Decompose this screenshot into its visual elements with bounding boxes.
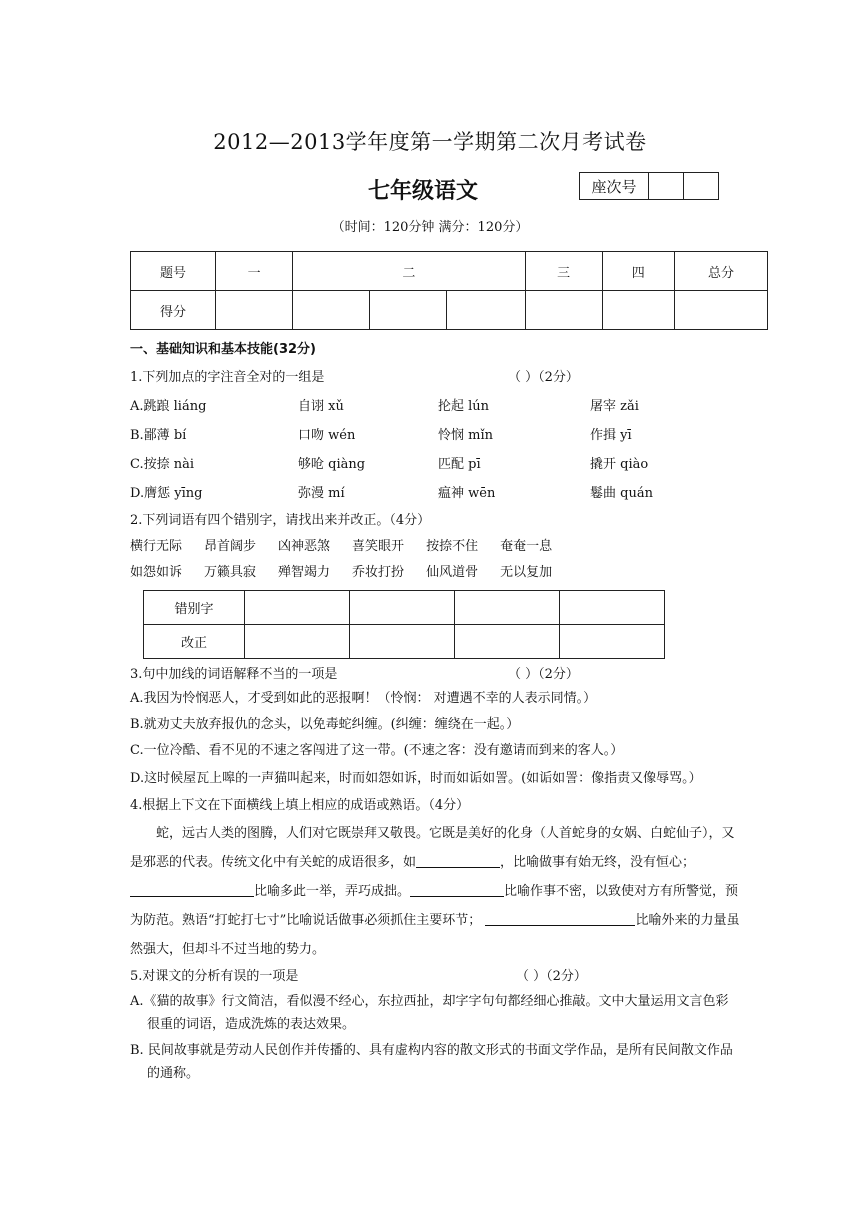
option-item: 撬开 qiào bbox=[590, 457, 649, 472]
word-item: 如怨如诉 bbox=[130, 565, 183, 580]
answer-parenthesis: （ ）（2分） bbox=[508, 370, 579, 385]
question-stem-text: 3.句中加线的词语解释不当的一项是 bbox=[130, 667, 338, 682]
option-item: 自诩 xǔ bbox=[298, 399, 344, 414]
exam-title: 2012—2013学年度第一学期第二次月考试卷 bbox=[213, 130, 647, 154]
score-cell[interactable] bbox=[370, 291, 447, 330]
passage-text: 比喻多此一举，弄巧成拙。 bbox=[254, 884, 411, 899]
exam-content bbox=[130, 337, 740, 1085]
subject-title: 七年级语文 bbox=[368, 179, 479, 204]
passage-text: 蛇，远古人类的图腾，人们对它既崇拜又敬畏。它既是美好的化身（人首蛇身的女娲、白蛇仙子），又是邪恶的代表。传统文化中有关蛇的成语很多，如 bbox=[130, 826, 735, 870]
word-item: 万籁具寂 bbox=[204, 565, 257, 580]
question-1-option-row bbox=[130, 421, 740, 450]
score-row bbox=[131, 291, 768, 330]
correction-cell[interactable] bbox=[350, 591, 455, 625]
option-item: B.鄙薄 bí bbox=[130, 428, 187, 443]
option-item: 作揖 yī bbox=[590, 428, 632, 443]
word-item: 乔妆打扮 bbox=[352, 565, 405, 580]
word-item: 凶神恶煞 bbox=[278, 539, 331, 554]
seat-number-cell[interactable] bbox=[684, 173, 719, 200]
option-item: 屠宰 zǎi bbox=[590, 399, 639, 414]
answer-blank[interactable] bbox=[410, 881, 504, 897]
option-item: 弥漫 mí bbox=[298, 486, 345, 501]
word-item: 昂首阔步 bbox=[204, 539, 257, 554]
word-item: 按捺不住 bbox=[426, 539, 479, 554]
question-3-option: B.就劝丈夫放弃报仇的念头，以免毒蛇纠缠。(纠缠：缠绕在一起。） bbox=[130, 717, 520, 732]
word-item: 殚智竭力 bbox=[278, 565, 331, 580]
question-3-stem bbox=[130, 663, 740, 686]
score-header-cell: 四 bbox=[602, 252, 674, 291]
option-item: 匹配 pī bbox=[438, 457, 481, 472]
correction-cell[interactable] bbox=[560, 591, 665, 625]
correction-cell[interactable] bbox=[245, 625, 350, 659]
correction-table bbox=[143, 590, 665, 659]
question-1-option-row bbox=[130, 450, 740, 479]
score-header-cell: 二 bbox=[293, 252, 525, 291]
word-item: 无以复加 bbox=[500, 565, 553, 580]
answer-blank[interactable] bbox=[485, 910, 635, 926]
question-1-option-row bbox=[130, 392, 740, 421]
score-cell[interactable] bbox=[293, 291, 370, 330]
word-item: 奄奄一息 bbox=[500, 539, 553, 554]
question-1-stem bbox=[130, 363, 740, 392]
answer-blank[interactable] bbox=[416, 852, 500, 868]
question-5-option: A.《猫的故事》行文简洁，看似漫不经心，东拉西扯，却字字句句都经细心推敲。文中大量运用文言色彩很重的词语，造成洗炼的表达效果。 bbox=[130, 994, 729, 1032]
option-item: 够呛 qiàng bbox=[298, 457, 366, 472]
option-item: C.按捺 nài bbox=[130, 457, 195, 472]
score-row-label: 得分 bbox=[131, 291, 216, 330]
question-5-option: B. 民间故事就是劳动人民创作并传播的、具有虚构内容的散文形式的书面文学作品，是所有民间散文作品的通称。 bbox=[130, 1043, 733, 1081]
option-item: 怜悯 mǐn bbox=[438, 428, 493, 443]
option-item: A.跳踉 liáng bbox=[130, 399, 207, 414]
correction-cell[interactable] bbox=[560, 625, 665, 659]
passage-text: ，比喻做事有始无终，没有恒心； bbox=[500, 855, 696, 870]
correction-label: 改正 bbox=[144, 625, 245, 659]
question-4-stem: 4.根据上下文在下面横线上填上相应的成语或熟语。（4分） bbox=[130, 798, 470, 813]
score-header-cell: 题号 bbox=[131, 252, 216, 291]
score-cell[interactable] bbox=[216, 291, 293, 330]
question-2-words-row bbox=[130, 534, 740, 560]
score-header-row bbox=[131, 252, 768, 291]
score-header-cell: 三 bbox=[525, 252, 602, 291]
answer-parenthesis: （ ）（2分） bbox=[516, 969, 587, 984]
option-item: 口吻 wén bbox=[298, 428, 356, 443]
option-item: D.膺惩 yīng bbox=[130, 486, 203, 501]
question-3-option: C.一位冷酷、看不见的不速之客闯进了这一带。(不速之客：没有邀请而到来的客人。） bbox=[130, 743, 624, 758]
answer-blank[interactable] bbox=[130, 881, 254, 897]
score-header-cell: 一 bbox=[216, 252, 293, 291]
question-stem-text: 1.下列加点的字注音全对的一组是 bbox=[130, 370, 325, 385]
score-cell[interactable] bbox=[447, 291, 525, 330]
question-stem-text: 5.对课文的分析有误的一项是 bbox=[130, 969, 299, 984]
seat-number-label: 座次号 bbox=[580, 173, 649, 200]
option-item: 鬈曲 quán bbox=[590, 486, 653, 501]
question-2-stem: 2.下列词语有四个错别字，请找出来并改正。（4分） bbox=[130, 513, 431, 528]
score-header-cell: 总分 bbox=[674, 252, 767, 291]
score-cell[interactable] bbox=[674, 291, 767, 330]
question-3-option: D.这时候屋瓦上嗥的一声猫叫起来，时而如怨如诉，时而如诟如詈。(如诟如詈：像指责又像辱骂。） bbox=[130, 771, 702, 786]
time-info: （时间：120分钟 满分：120分） bbox=[331, 220, 529, 235]
question-1-option-row bbox=[130, 479, 740, 508]
score-cell[interactable] bbox=[602, 291, 674, 330]
question-3-option: A.我因为怜悯恶人，才受到如此的恶报啊！（怜悯： 对遭遇不幸的人表示同情。） bbox=[130, 691, 597, 706]
question-5-stem bbox=[130, 964, 740, 990]
word-item: 横行无际 bbox=[130, 539, 183, 554]
correction-cell[interactable] bbox=[455, 591, 560, 625]
correction-label: 错别字 bbox=[144, 591, 245, 625]
passage-text: 比喻作事不密，以致使对方有所警觉，预为防范。熟语“打蛇打七寸”比喻说话做事必须抓住主要环节； bbox=[130, 884, 739, 928]
correction-cell[interactable] bbox=[455, 625, 560, 659]
section-heading: 一、基础知识和基本技能(32分) bbox=[130, 342, 316, 357]
correction-cell[interactable] bbox=[245, 591, 350, 625]
correction-cell[interactable] bbox=[350, 625, 455, 659]
word-item: 喜笑眼开 bbox=[352, 539, 405, 554]
score-cell[interactable] bbox=[525, 291, 602, 330]
score-table bbox=[130, 251, 768, 330]
passage-text: 比喻外来的力量虽然强大，但却斗不过当地的势力。 bbox=[130, 913, 740, 957]
word-item: 仙风道骨 bbox=[426, 565, 479, 580]
seat-number-cell[interactable] bbox=[649, 173, 684, 200]
seat-number-box bbox=[579, 172, 719, 200]
question-2-words-row bbox=[130, 560, 740, 586]
question-4-passage bbox=[130, 819, 740, 964]
option-item: 抡起 lún bbox=[438, 399, 490, 414]
answer-parenthesis: （ ）（2分） bbox=[508, 667, 579, 682]
option-item: 瘟神 wēn bbox=[438, 486, 496, 501]
